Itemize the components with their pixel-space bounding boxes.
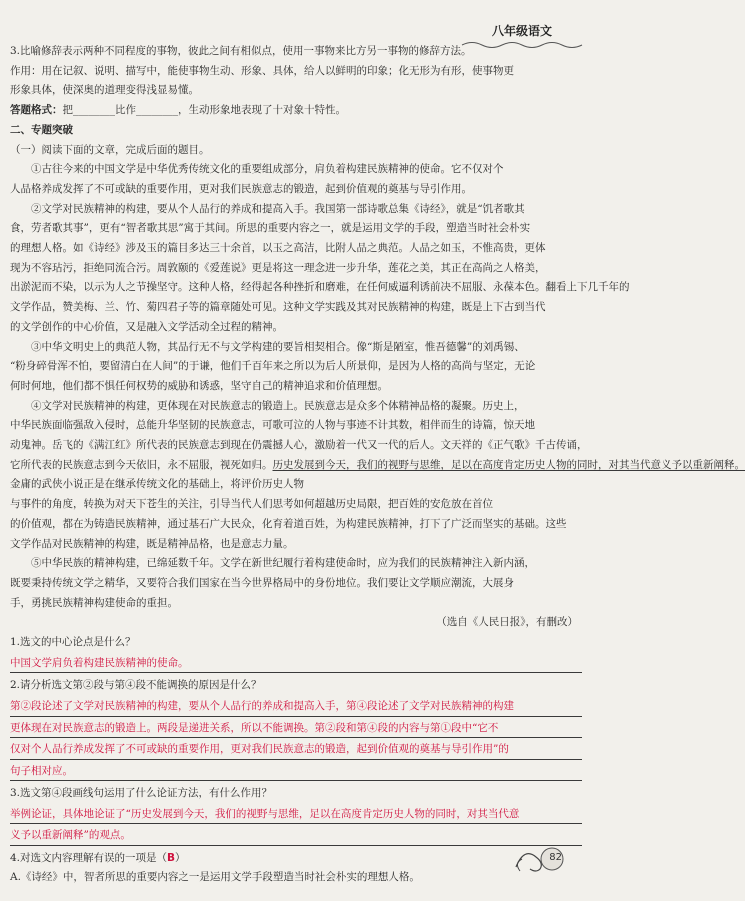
answer-3 — [10, 805, 582, 846]
option-a: A.《诗经》中，智者所思的重要内容之一是运用文学手段塑造当时社会朴实的理想人格。 — [10, 871, 420, 884]
article-line: ③中华文明史上的典范人物，其品行无不与文学构建的要旨相契相合。像“斯是陋室，惟吾德馨”的刘禹锡、 — [31, 340, 525, 353]
article-line: “粉身碎骨浑不怕，要留清白在人间”的于谦，他们千百年来之所以为后人所景仰，是因为人格的高尚与坚定，无论 — [10, 360, 536, 373]
article-paragraph-2 — [10, 200, 630, 338]
article-line: 的理想人格。如《诗经》涉及玉的篇目多达三十余首，以玉之高洁，比附人品之典范。人品之如玉，不惟高贵，更体 — [10, 242, 546, 255]
part-instruction: （一）阅读下面的文章，完成后面的题目。 — [10, 143, 210, 156]
article-line: ②文学对民族精神的构建，要从个人品行的养成和提高入手。我国第一部诗歌总集《诗经》，就是“饥者歌其 — [31, 202, 525, 215]
page-header — [492, 22, 552, 39]
answer-line: 仅对个人品行养成发挥了不可或缺的重要作用，更对我们民族意志的锻造，起到价值观的奠基与导引作用”的 — [10, 740, 582, 760]
article-line: 金庸的武侠小说正是在继承传统文化的基础上，将评价历史人物 — [10, 478, 304, 491]
article-line: 中华民族面临强敌入侵时，总能升华坚韧的民族意志，可歌可泣的人物与事迹不计其数，相伴而生的诗篇，惊天地 — [10, 419, 535, 432]
article-source: （选自《人民日报》，有删改） — [436, 616, 578, 629]
answer-format — [10, 101, 582, 121]
header-label: 八年级语文 — [491, 24, 552, 38]
article-line: 手，勇挑民族精神构建使命的重担。 — [10, 596, 178, 609]
article-paragraph-4 — [10, 397, 745, 555]
question-4-prefix: 4.对选文内容理解有误的一项是（ — [10, 851, 168, 864]
article-line: 动鬼神。岳飞的《满江红》所代表的民族意志到现在仍震撼人心，激励着一代又一代的后人。文天祥的《正气歌》千古传诵， — [10, 439, 588, 452]
item3-line1: 3.比喻修辞表示两种不同程度的事物，彼此之间有相似点，使用一事物来比方另一事物的修辞方法。 — [10, 45, 472, 57]
article-line: 文学作品对民族精神的构建，既是精神品格，也是意志力量。 — [10, 537, 294, 550]
article-line — [10, 456, 745, 476]
question-3: 3.选文第④段画线句运用了什么论证方法，有什么作用？ — [10, 787, 273, 799]
answer-line: 句子相对应。 — [10, 762, 582, 782]
article-line: 的文学创作的中心价值，又是融入文学活动全过程的精神。 — [10, 320, 283, 333]
article-line: 人品格养成发挥了不可或缺的重要作用，更对我们民族意志的锻造，起到价值观的奠基与导引作用。 — [10, 182, 472, 195]
answer-choice: B — [167, 851, 176, 864]
section-heading: 二、专题突破 — [10, 123, 73, 136]
article-paragraph-5 — [10, 554, 582, 613]
article-line: ⑤中华民族的精神构建，已绵延数千年。文学在新世纪履行着构建使命时，应为我们的民族精神注入新内涵， — [31, 557, 535, 570]
answer-line: 更体现在对民族意志的锻造上。两段是递进关系，所以不能调换。第②段和第④段的内容与第①段中“它不 — [10, 719, 582, 739]
article-line: ①古往今来的中国文学是中华优秀传统文化的重要组成部分，肩负着构建民族精神的使命。它不仅对个 — [31, 163, 504, 176]
article-line: 与事件的角度，转换为对天下苍生的关注，引导当代人们思考如何超越历史局限，把百姓的安危放在首位 — [10, 498, 493, 511]
question-4-suffix: ） — [175, 851, 186, 864]
article-paragraph-1 — [10, 160, 582, 199]
article-line: 的价值观，都在为铸造民族精神，通过基石广大民众，化育着道百姓，为构建民族精神，打下了广泛而坚实的基础。这些 — [10, 517, 567, 530]
question-4 — [10, 849, 582, 869]
article-line: 既要秉持传统文学之精华，又要符合我们国家在当今世界格局中的身份地位。我们要让文学顺应潮流，大展身 — [10, 576, 514, 589]
page-number: 82 — [549, 852, 562, 863]
question-1: 1.选文的中心论点是什么？ — [10, 636, 136, 649]
article-line-start: 它所代表的民族意志到今天依旧，永不屈服，视死如归。 — [10, 458, 273, 471]
article-line: 食，劳者歌其事”，更有“智者歌其思”寓于其间。所思的重要内容之一，就是运用文学的手段，塑造当时社会朴实 — [10, 222, 531, 235]
answer-1 — [10, 654, 582, 674]
answer-2 — [10, 697, 582, 781]
answer-line: 举例论证，具体地论证了“历史发展到今天，我们的视野与思维，足以在高度肯定历史人物的同时，对其当代意 — [10, 805, 582, 825]
page-content — [10, 42, 745, 888]
item3-line2: 作用：用在记叙、说明、描写中，能使事物生动、形象、具体，给人以鲜明的印象；化无形为有形，使事物更 — [10, 64, 514, 77]
answer-line: 第②段论述了文学对民族精神的构建，要从个人品行的养成和提高入手，第④段论述了文学对民族精神的构建 — [10, 697, 582, 717]
article-line: ④文学对民族精神的构建，更体现在对民族意志的锻造上。民族意志是众多个体精神品格的凝聚。历史上， — [31, 399, 525, 412]
underlined-sentence: 历史发展到今天，我们的视野与思维，足以在高度肯定历史人物的同时，对其当代意义予以重新阐释。 — [272, 458, 745, 471]
article-line: 何时何地，他们都不惧任何权势的威胁和诱惑，坚守自己的精神追求和价值理想。 — [10, 379, 388, 392]
article-line: 文学作品，赞美梅、兰、竹、菊四君子等的篇章随处可见。这种文学实践及其对民族精神的构建，既是上下古到当代 — [10, 301, 546, 314]
answer-line: 中国文学肩负着构建民族精神的使命。 — [10, 654, 582, 674]
article-paragraph-3 — [10, 338, 582, 397]
answer-format-text: 把________比作________，生动形象地表现了十对象十特性。 — [62, 104, 346, 117]
answer-line: 义予以重新阐释”的观点。 — [10, 826, 582, 846]
answer-format-label: 答题格式： — [10, 104, 63, 117]
article-line: 出淤泥而不染，以示为人之节操坚守。这种人格，经得起各种挫折和磨难，在任何威逼利诱前决不屈服、永葆本色。翻看上下几千年的 — [10, 281, 630, 294]
article-line: 现为不容玷污，拒绝同流合污。周敦颐的《爱莲说》更是将这一理念进一步升华，莲花之美，其正在高尚之人格美， — [10, 261, 546, 274]
question-2: 2.请分析选文第②段与第④段不能调换的原因是什么？ — [10, 679, 262, 692]
item3-line3: 形象具体，使深奥的道理变得浅显易懂。 — [10, 84, 199, 97]
